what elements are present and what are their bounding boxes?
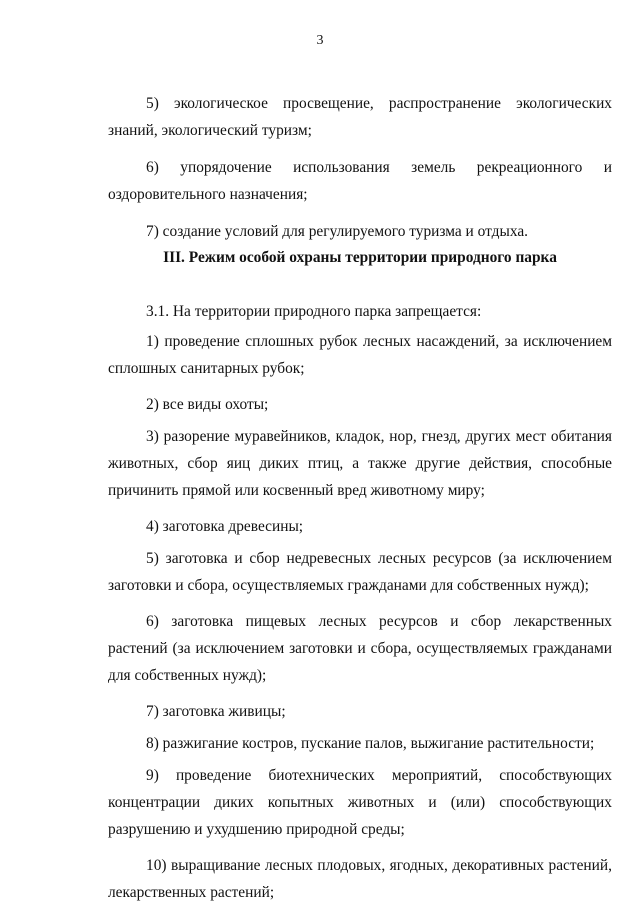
- prohibitions-list: [108, 298, 612, 906]
- prohibition-item-2: 2) все виды охоты;: [146, 396, 269, 413]
- page-number: 3: [316, 33, 324, 48]
- section-heading: III. Режим особой охраны территории природного парка: [163, 249, 557, 266]
- goal-item-7: 7) создание условий для регулируемого туризма и отдыха.: [146, 223, 528, 240]
- prohibition-item-6: 6) заготовка пищевых лесных ресурсов и сбор лекарственных растений (за исключением заготовки и сбора, осуществляемых гражданами для собственных нужд);: [108, 613, 612, 684]
- prohibition-item-7: 7) заготовка живицы;: [146, 703, 286, 720]
- goal-item-5: 5) экологическое просвещение, распространение экологических знаний, экологический туризм;: [108, 95, 612, 139]
- prohibition-item-3: 3) разорение муравейников, кладок, нор, гнезд, других мест обитания животных, сбор яиц диких птиц, а также другие действия, способные причинить прямой или косвенный вред животному миру;: [108, 428, 612, 499]
- prohibition-item-4: 4) заготовка древесины;: [146, 518, 304, 535]
- prohibition-item-9: 9) проведение биотехнических мероприятий, способствующих концентрации диких копытных животных и (или) способствующих разрушению и ухудшению природной среды;: [108, 767, 612, 838]
- prohibition-item-8: 8) разжигание костров, пускание палов, выжигание растительности;: [146, 735, 595, 752]
- prohibition-item-1: 1) проведение сплошных рубок лесных насаждений, за исключением сплошных санитарных рубок;: [108, 333, 612, 377]
- prohibitions-intro: 3.1. На территории природного парка запрещается:: [146, 303, 482, 320]
- prohibition-item-5: 5) заготовка и сбор недревесных лесных ресурсов (за исключением заготовки и сбора, осуществляемых гражданами для собственных нужд);: [108, 550, 612, 594]
- goals-list: [108, 90, 612, 245]
- section-heading-block: [108, 244, 612, 271]
- prohibition-item-10: 10) выращивание лесных плодовых, ягодных, декоративных растений, лекарственных растений;: [108, 857, 612, 901]
- goal-item-6: 6) упорядочение использования земель рекреационного и оздоровительного назначения;: [108, 159, 612, 203]
